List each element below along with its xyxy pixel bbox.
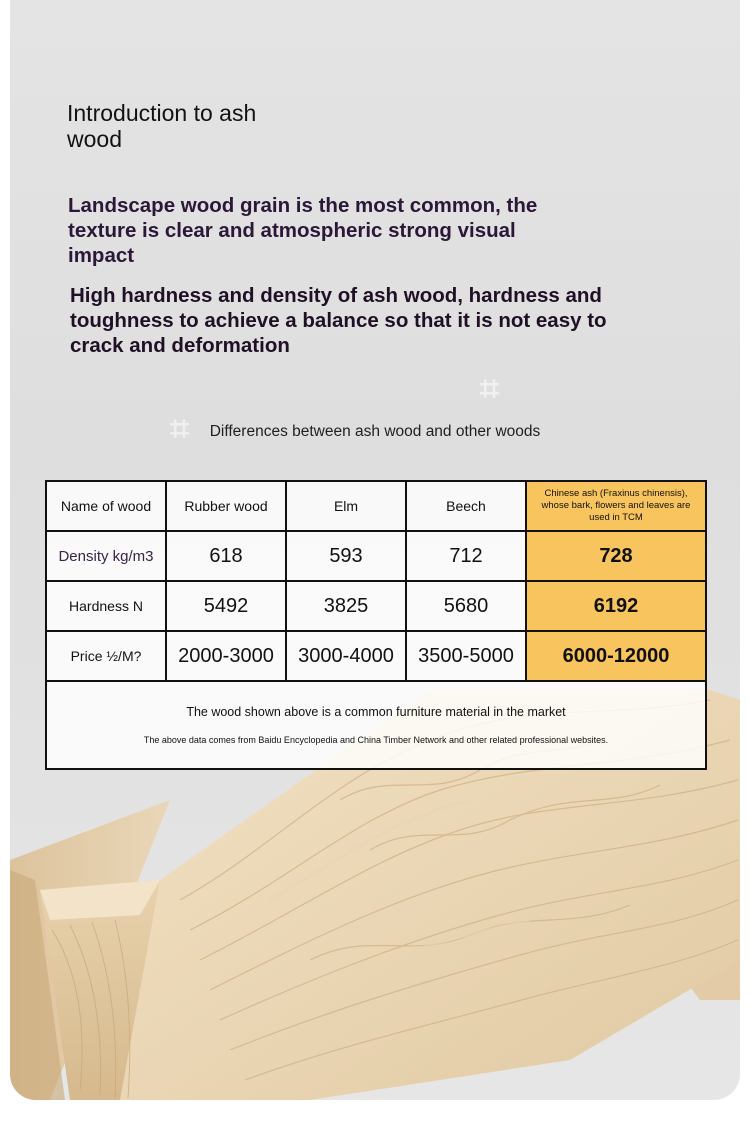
wood-comparison-table [45,480,707,770]
table-cell: 593 [286,531,406,581]
note-source: The above data comes from Baidu Encyclopedia and China Timber Network and other related professional websites. [143,735,609,745]
table-cell-highlight: 6192 [526,581,706,631]
header-cell-highlight: Chinese ash (Fraxinus chinensis), whose bark, flowers and leaves are used in TCM [526,481,706,531]
note-market: The wood shown above is a common furniture material in the market [186,705,566,719]
table-cell: 5680 [406,581,526,631]
table-cell: 2000-3000 [166,631,286,681]
table-cell: 3000-4000 [286,631,406,681]
table-row [46,581,706,631]
feature-text-hardness: High hardness and density of ash wood, hardness and toughness to achieve a balance so that it is not easy to crack and deformation [70,284,607,357]
table-cell: 3500-5000 [406,631,526,681]
table-cell: 5492 [166,581,286,631]
table-cell: 618 [166,531,286,581]
product-detail-card [10,0,740,1100]
header-cell: Name of wood [46,481,166,531]
header-cell: Beech [406,481,526,531]
table-note-row [46,681,706,769]
table-header-row [46,481,706,531]
table-row [46,531,706,581]
table-cell-highlight: 728 [526,531,706,581]
table-cell: 3825 [286,581,406,631]
header-cell: Elm [286,481,406,531]
watermark: ⌗ [170,410,192,448]
table-caption: Differences between ash wood and other woods [209,423,541,440]
row-label: Hardness N [46,581,166,631]
row-label: Density kg/m3 [46,531,166,581]
table-cell-highlight: 6000-12000 [526,631,706,681]
table-cell: 712 [406,531,526,581]
row-label: Price ½/M? [46,631,166,681]
watermark: ⌗ [480,370,502,408]
table-row [46,631,706,681]
feature-text-grain: Landscape wood grain is the most common, the texture is clear and atmospheric strong visual impact [68,194,538,267]
page-title: Introduction to ash wood [67,100,257,152]
table-note-cell [46,681,706,769]
header-cell: Rubber wood [166,481,286,531]
